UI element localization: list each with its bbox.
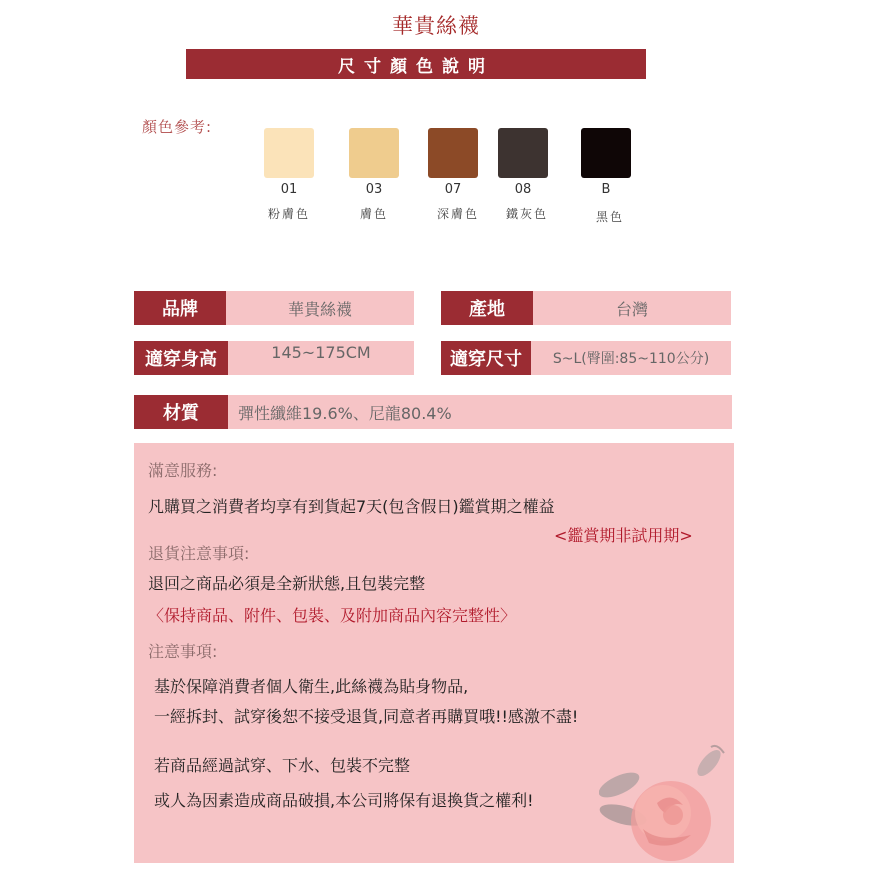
swatch-code: 03 [365, 182, 383, 197]
size-label: 適穿尺寸 [441, 341, 531, 375]
swatch-03 [349, 128, 399, 178]
swatch-name: 鐵灰色 [505, 207, 548, 221]
swatch-name: 粉膚色 [267, 207, 310, 221]
size-color-banner: 尺寸顏色說明 [186, 49, 646, 79]
color-swatch [428, 128, 478, 178]
swatch-08 [498, 128, 548, 178]
swatch-name: 膚色 [359, 207, 388, 221]
swatch-code: 07 [444, 182, 462, 197]
caution-line-1: 基於保障消費者個人衛生,此絲襪為貼身物品, [154, 677, 469, 696]
color-swatch [498, 128, 548, 178]
height-value: 145~175CM [228, 341, 414, 375]
color-swatch [264, 128, 314, 178]
service-text: 凡購買之消費者均享有到貨起7天(包含假日)鑑賞期之權益 [148, 497, 555, 516]
rights-line-1: 若商品經過試穿、下水、包裝不完整 [154, 756, 411, 775]
caution-title: 注意事項: [148, 642, 218, 661]
return-text: 退回之商品必須是全新狀態,且包裝完整 [148, 574, 426, 593]
rose-illustration [599, 743, 734, 863]
swatch-code: 08 [514, 182, 532, 197]
color-swatch [581, 128, 631, 178]
service-title: 滿意服務: [148, 461, 218, 480]
swatch-code: 01 [280, 182, 298, 197]
height-label: 適穿身高 [134, 341, 228, 375]
swatch-name: 深膚色 [436, 207, 479, 221]
notice-panel [134, 443, 734, 863]
brand-label: 品牌 [134, 291, 226, 325]
service-note: <鑑賞期非試用期> [554, 526, 693, 545]
swatch-code: B [601, 182, 611, 197]
swatch-name: 黑色 [595, 210, 624, 224]
origin-value: 台灣 [533, 291, 731, 325]
return-title: 退貨注意事項: [148, 544, 250, 563]
material-value: 彈性纖維19.6%、尼龍80.4% [228, 395, 732, 429]
color-reference-label: 顏色參考: [142, 118, 213, 136]
swatch-b [581, 128, 631, 178]
swatch-01 [264, 128, 314, 178]
rights-line-2: 或人為因素造成商品破損,本公司將保有退換貨之權利! [154, 791, 534, 810]
material-label: 材質 [134, 395, 228, 429]
brand-value: 華貴絲襪 [226, 291, 414, 325]
size-value: S~L(臀圍:85~110公分) [531, 341, 731, 375]
origin-label: 產地 [441, 291, 533, 325]
caution-line-2: 一經拆封、試穿後恕不接受退貨,同意者再購買哦!!感激不盡! [154, 707, 579, 726]
brand-title: 華貴絲襪 [392, 14, 480, 38]
swatch-07 [428, 128, 478, 178]
color-swatch [349, 128, 399, 178]
return-note: 〈保持商品、附件、包裝、及附加商品內容完整性〉 [148, 606, 517, 625]
